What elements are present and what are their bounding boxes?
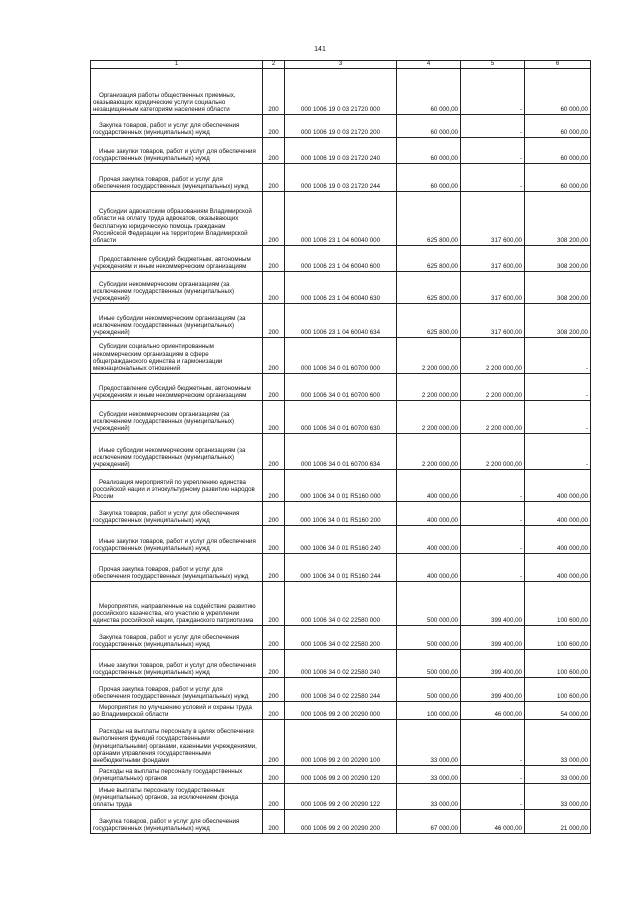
row-name-cell: Прочая закупка товаров, работ и услуг для обеспечения государственных (муниципальных) нужд [91, 163, 263, 191]
row-amount-cell: 33 000,00 [525, 783, 591, 809]
table-row [91, 303, 591, 337]
row-amount-cell: 33 000,00 [397, 783, 461, 809]
row-name-cell: Субсидии некоммерческим организациям (за исключением государственных (муниципальных) учреждений) [91, 400, 263, 433]
table-row [91, 765, 591, 783]
row-code-cell: 000 1006 99 2 00 20290 000 [285, 701, 397, 719]
row-amount-cell: 625 800,00 [397, 245, 461, 271]
row-section-cell: 200 [263, 809, 285, 833]
row-name-cell: Расходы на выплаты персоналу государственных (муниципальных) органов [91, 765, 263, 783]
row-amount-cell: 400 000,00 [525, 501, 591, 525]
row-amount-cell: 33 000,00 [397, 719, 461, 765]
row-amount-cell: 400 000,00 [397, 501, 461, 525]
row-code-cell: 000 1006 19 0 03 21720 200 [285, 114, 397, 137]
row-amount-cell: 100 600,00 [525, 625, 591, 649]
row-amount-cell: 625 800,00 [397, 303, 461, 337]
row-section-cell: 200 [263, 649, 285, 677]
row-amount-cell: 60 000,00 [397, 137, 461, 163]
row-amount-cell: 317 600,00 [461, 245, 525, 271]
row-amount-cell: 33 000,00 [525, 765, 591, 783]
row-amount-cell: 21 000,00 [525, 809, 591, 833]
row-amount-cell: - [525, 433, 591, 469]
row-code-cell: 000 1006 34 0 02 22580 000 [285, 581, 397, 625]
row-name-cell: Мероприятия по улучшению условий и охраны труда во Владимирской области [91, 701, 263, 719]
row-name-cell: Расходы на выплаты персоналу в целях обеспечения выполнения функций государственными (муниципальными) органами, казенными учреждениями, органами управления государственными внебюджетными фондами [91, 719, 263, 765]
table-body [91, 68, 591, 833]
row-code-cell: 000 1006 19 0 03 21720 240 [285, 137, 397, 163]
row-amount-cell: - [461, 783, 525, 809]
row-amount-cell: 100 000,00 [397, 701, 461, 719]
row-amount-cell: 100 600,00 [525, 677, 591, 701]
row-amount-cell: 625 800,00 [397, 271, 461, 303]
table-row [91, 553, 591, 581]
column-header: 3 [285, 61, 397, 69]
row-section-cell: 200 [263, 114, 285, 137]
column-number-header [91, 61, 591, 69]
table-row [91, 469, 591, 501]
column-header: 5 [461, 61, 525, 69]
row-section-cell: 200 [263, 783, 285, 809]
table-row [91, 625, 591, 649]
row-code-cell: 000 1006 34 0 01 R5160 240 [285, 525, 397, 553]
row-code-cell: 000 1006 99 2 00 20290 200 [285, 809, 397, 833]
row-section-cell: 200 [263, 400, 285, 433]
table-row [91, 433, 591, 469]
row-name-cell: Закупка товаров, работ и услуг для обеспечения государственных (муниципальных) нужд [91, 625, 263, 649]
row-code-cell: 000 1006 23 1 04 60040 000 [285, 191, 397, 245]
row-name-cell: Иные выплаты персоналу государственных (муниципальных) органов, за исключением фонда оплаты труда [91, 783, 263, 809]
row-amount-cell: - [461, 68, 525, 114]
table-row [91, 719, 591, 765]
row-amount-cell: 60 000,00 [525, 163, 591, 191]
row-section-cell: 200 [263, 625, 285, 649]
row-section-cell: 200 [263, 677, 285, 701]
row-amount-cell: - [461, 719, 525, 765]
row-amount-cell: 33 000,00 [525, 719, 591, 765]
row-name-cell: Субсидии адвокатским образованиям Владимирской области на оплату труда адвокатов, оказывающих бесплатную юридическую помощь гражданам Российской Федерации на территории Владимирской области [91, 191, 263, 245]
row-amount-cell: 60 000,00 [397, 163, 461, 191]
row-code-cell: 000 1006 34 0 01 R5160 244 [285, 553, 397, 581]
table-row [91, 68, 591, 114]
row-amount-cell: - [461, 765, 525, 783]
row-code-cell: 000 1006 99 2 00 20290 122 [285, 783, 397, 809]
row-amount-cell: 67 000,00 [397, 809, 461, 833]
row-name-cell: Закупка товаров, работ и услуг для обеспечения государственных (муниципальных) нужд [91, 501, 263, 525]
row-amount-cell: 308 200,00 [525, 191, 591, 245]
row-section-cell: 200 [263, 68, 285, 114]
row-amount-cell: 400 000,00 [397, 553, 461, 581]
row-section-cell: 200 [263, 525, 285, 553]
row-section-cell: 200 [263, 433, 285, 469]
row-amount-cell: - [461, 525, 525, 553]
table-row [91, 581, 591, 625]
row-section-cell: 200 [263, 271, 285, 303]
row-amount-cell: 400 000,00 [525, 469, 591, 501]
row-section-cell: 200 [263, 373, 285, 400]
row-amount-cell: - [461, 163, 525, 191]
table-row [91, 245, 591, 271]
row-amount-cell: 317 600,00 [461, 303, 525, 337]
row-code-cell: 000 1006 34 0 02 22580 244 [285, 677, 397, 701]
row-name-cell: Предоставление субсидий бюджетным, автономным учреждениям и иным некоммерческим организациям [91, 373, 263, 400]
row-section-cell: 200 [263, 245, 285, 271]
row-amount-cell: - [461, 114, 525, 137]
table-row [91, 677, 591, 701]
column-header: 4 [397, 61, 461, 69]
row-name-cell: Закупка товаров, работ и услуг для обеспечения государственных (муниципальных) нужд [91, 114, 263, 137]
table-row [91, 191, 591, 245]
row-name-cell: Иные субсидии некоммерческим организациям (за исключением государственных (муниципальных) учреждений) [91, 433, 263, 469]
row-amount-cell: 308 200,00 [525, 245, 591, 271]
row-amount-cell: 625 800,00 [397, 191, 461, 245]
row-amount-cell: 100 600,00 [525, 649, 591, 677]
row-section-cell: 200 [263, 137, 285, 163]
table-row [91, 137, 591, 163]
page-number: 141 [314, 46, 326, 53]
row-amount-cell: 60 000,00 [397, 114, 461, 137]
table-row [91, 809, 591, 833]
row-code-cell: 000 1006 34 0 01 60700 000 [285, 337, 397, 373]
row-amount-cell: 400 000,00 [397, 525, 461, 553]
row-amount-cell: 60 000,00 [397, 68, 461, 114]
table-row [91, 114, 591, 137]
table-row [91, 373, 591, 400]
row-amount-cell: 2 200 000,00 [397, 337, 461, 373]
row-name-cell: Иные закупки товаров, работ и услуг для обеспечения государственных (муниципальных) нужд [91, 649, 263, 677]
row-amount-cell: 500 000,00 [397, 677, 461, 701]
table-row [91, 337, 591, 373]
row-amount-cell: - [461, 469, 525, 501]
row-amount-cell: 60 000,00 [525, 68, 591, 114]
budget-table [90, 60, 591, 834]
row-name-cell: Прочая закупка товаров, работ и услуг для обеспечения государственных (муниципальных) нужд [91, 677, 263, 701]
row-amount-cell: 2 200 000,00 [461, 400, 525, 433]
row-section-cell: 200 [263, 581, 285, 625]
row-code-cell: 000 1006 19 0 03 21720 244 [285, 163, 397, 191]
row-amount-cell: - [525, 373, 591, 400]
row-section-cell: 200 [263, 191, 285, 245]
row-code-cell: 000 1006 99 2 00 20290 100 [285, 719, 397, 765]
row-name-cell: Субсидии некоммерческим организациям (за исключением государственных (муниципальных) учреждений) [91, 271, 263, 303]
row-amount-cell: 46 000,00 [461, 701, 525, 719]
table-row [91, 525, 591, 553]
table-row [91, 163, 591, 191]
row-section-cell: 200 [263, 469, 285, 501]
row-amount-cell: 317 600,00 [461, 191, 525, 245]
row-amount-cell: - [525, 337, 591, 373]
row-amount-cell: 399 400,00 [461, 649, 525, 677]
row-code-cell: 000 1006 19 0 03 21720 000 [285, 68, 397, 114]
row-amount-cell: 399 400,00 [461, 677, 525, 701]
row-amount-cell: 500 000,00 [397, 581, 461, 625]
row-amount-cell: 308 200,00 [525, 271, 591, 303]
table-row [91, 501, 591, 525]
row-name-cell: Иные субсидии некоммерческим организациям (за исключением государственных (муниципальных) учреждений) [91, 303, 263, 337]
row-amount-cell: 399 400,00 [461, 581, 525, 625]
row-section-cell: 200 [263, 719, 285, 765]
row-amount-cell: 46 000,00 [461, 809, 525, 833]
row-name-cell: Предоставление субсидий бюджетным, автономным учреждениям и иным некоммерческим организациям [91, 245, 263, 271]
row-section-cell: 200 [263, 553, 285, 581]
row-amount-cell: 2 200 000,00 [397, 373, 461, 400]
row-amount-cell: 33 000,00 [397, 765, 461, 783]
row-amount-cell: 400 000,00 [525, 553, 591, 581]
row-amount-cell: - [461, 553, 525, 581]
row-name-cell: Субсидии социально ориентированным некоммерческим организациям в сфере общегражданского единства и гармонизации межнациональных отношений [91, 337, 263, 373]
row-amount-cell: 308 200,00 [525, 303, 591, 337]
row-amount-cell: 2 200 000,00 [461, 373, 525, 400]
row-section-cell: 200 [263, 701, 285, 719]
row-amount-cell: - [525, 400, 591, 433]
row-name-cell: Мероприятия, направленные на содействие развитию российского казачества, его участию в укреплении единства российской нации, гражданского патриотизма [91, 581, 263, 625]
row-amount-cell: 399 400,00 [461, 625, 525, 649]
row-amount-cell: 317 600,00 [461, 271, 525, 303]
row-code-cell: 000 1006 34 0 01 60700 634 [285, 433, 397, 469]
row-name-cell: Прочая закупка товаров, работ и услуг для обеспечения государственных (муниципальных) нужд [91, 553, 263, 581]
row-amount-cell: - [461, 137, 525, 163]
row-code-cell: 000 1006 99 2 00 20290 120 [285, 765, 397, 783]
row-amount-cell: - [461, 501, 525, 525]
row-amount-cell: 500 000,00 [397, 649, 461, 677]
table-row [91, 649, 591, 677]
row-amount-cell: 400 000,00 [397, 469, 461, 501]
row-code-cell: 000 1006 34 0 01 R5160 200 [285, 501, 397, 525]
row-code-cell: 000 1006 23 1 04 60040 600 [285, 245, 397, 271]
row-name-cell: Организация работы общественных приемных, оказывающих юридические услуги социально незащищенным категориям населения области [91, 68, 263, 114]
row-section-cell: 200 [263, 337, 285, 373]
column-header: 6 [525, 61, 591, 69]
row-amount-cell: 60 000,00 [525, 114, 591, 137]
row-code-cell: 000 1006 34 0 02 22580 240 [285, 649, 397, 677]
row-name-cell: Иные закупки товаров, работ и услуг для обеспечения государственных (муниципальных) нужд [91, 525, 263, 553]
row-code-cell: 000 1006 34 0 01 60700 600 [285, 373, 397, 400]
column-header: 2 [263, 61, 285, 69]
row-name-cell: Реализация мероприятий по укреплению единства российской нации и этнокультурному развитию народов России [91, 469, 263, 501]
row-amount-cell: 500 000,00 [397, 625, 461, 649]
row-code-cell: 000 1006 23 1 04 60040 630 [285, 271, 397, 303]
row-amount-cell: 2 200 000,00 [461, 433, 525, 469]
row-code-cell: 000 1006 34 0 01 60700 630 [285, 400, 397, 433]
row-name-cell: Закупка товаров, работ и услуг для обеспечения государственных (муниципальных) нужд [91, 809, 263, 833]
column-header: 1 [91, 61, 263, 69]
row-name-cell: Иные закупки товаров, работ и услуг для обеспечения государственных (муниципальных) нужд [91, 137, 263, 163]
table-row [91, 701, 591, 719]
row-section-cell: 200 [263, 303, 285, 337]
table-row [91, 271, 591, 303]
row-amount-cell: 2 200 000,00 [397, 400, 461, 433]
row-amount-cell: 54 000,00 [525, 701, 591, 719]
row-code-cell: 000 1006 34 0 01 R5160 000 [285, 469, 397, 501]
row-code-cell: 000 1006 23 1 04 60040 634 [285, 303, 397, 337]
row-amount-cell: 400 000,00 [525, 525, 591, 553]
row-section-cell: 200 [263, 765, 285, 783]
row-section-cell: 200 [263, 163, 285, 191]
row-section-cell: 200 [263, 501, 285, 525]
row-amount-cell: 2 200 000,00 [397, 433, 461, 469]
row-code-cell: 000 1006 34 0 02 22580 200 [285, 625, 397, 649]
row-amount-cell: 2 200 000,00 [461, 337, 525, 373]
row-amount-cell: 100 600,00 [525, 581, 591, 625]
table-row [91, 783, 591, 809]
row-amount-cell: 60 000,00 [525, 137, 591, 163]
table-row [91, 400, 591, 433]
